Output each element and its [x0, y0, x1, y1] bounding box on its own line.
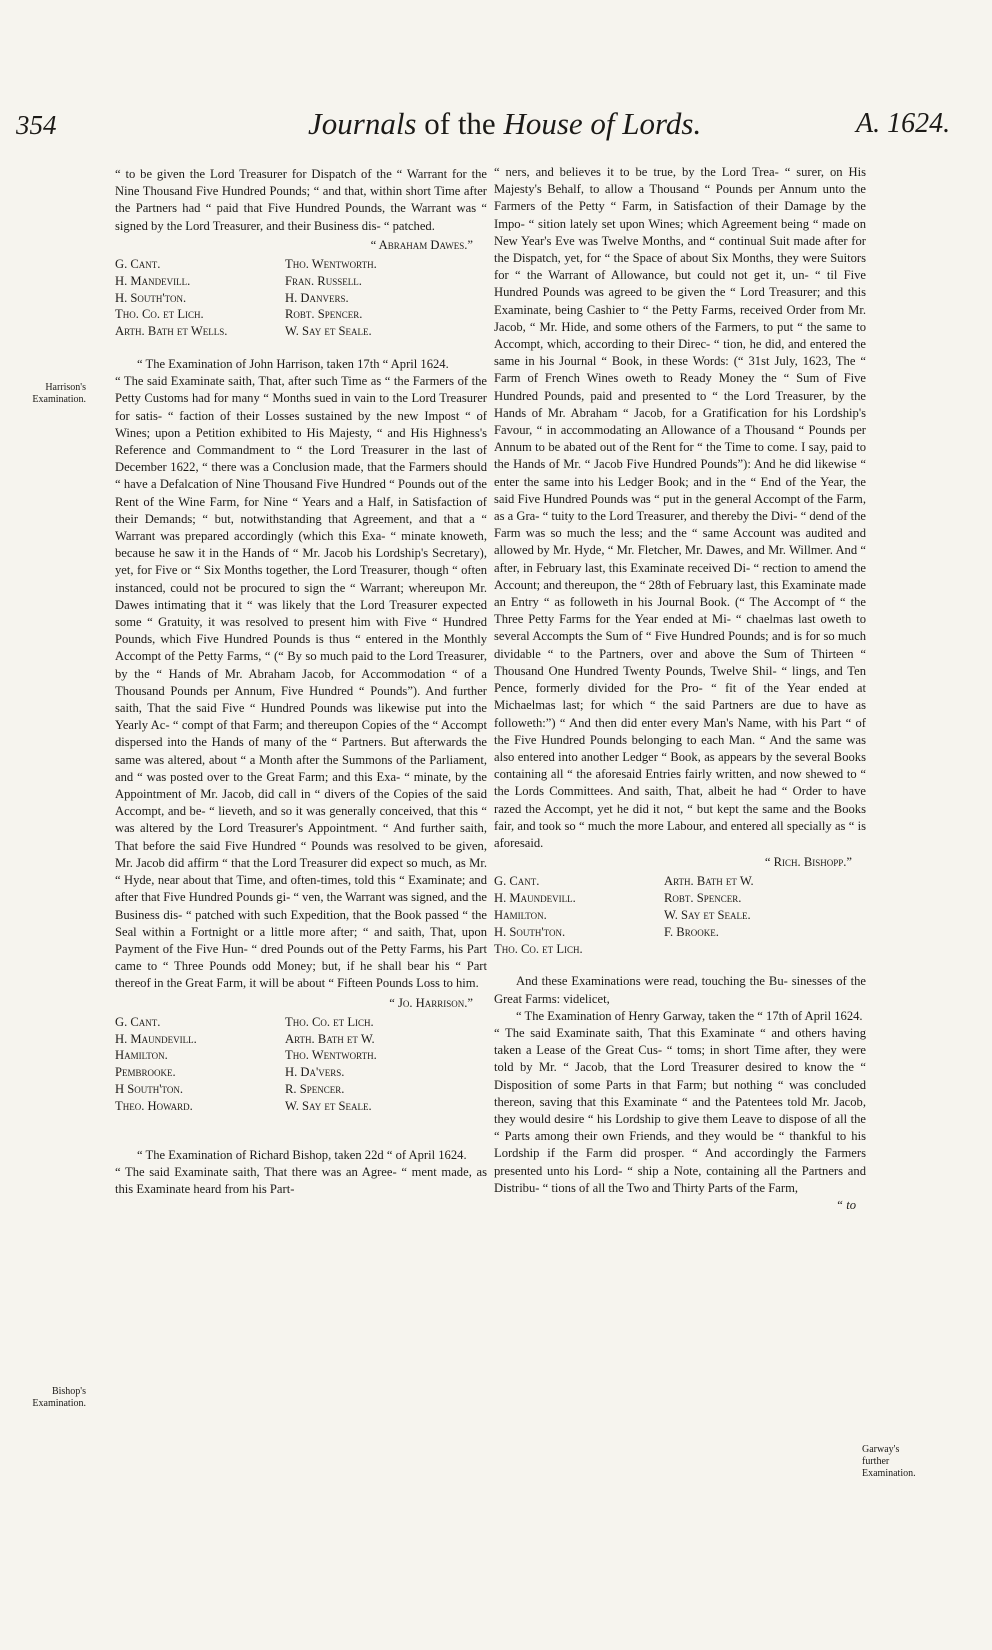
signer: W. Say et Seale. — [664, 907, 751, 922]
right-column — [494, 164, 866, 1214]
signer: H South'ton. — [115, 1081, 183, 1096]
page-number: 354 — [16, 110, 57, 140]
signer: H. Danvers. — [285, 290, 349, 305]
great-farms-intro: And these Examinations were read, touching the Bu- sinesses of the Great Farms: videlicet, — [494, 974, 866, 1006]
signers-list-2 — [115, 1014, 487, 1115]
signer: H. Mandevill. — [115, 273, 191, 288]
signature-bishopp: “ Rich. Bishopp.” — [764, 855, 852, 870]
garway-examination-title: “ The Examination of Henry Garway, taken the “ 17th of April 1624. — [516, 1008, 863, 1023]
title-suffix: House of Lords. — [503, 106, 702, 141]
signer: F. Brooke. — [664, 924, 719, 939]
signers-list-1 — [115, 256, 487, 340]
journal-title — [308, 106, 701, 142]
signers-list-3 — [494, 873, 866, 957]
page-header — [0, 96, 992, 156]
harrison-examination-body: “ The said Examinate saith, That, after such Time as “ the Farmers of the Petty Customs had for many “ Months sued in vain to the Lord Treasurer for satis- “ faction of their Losses sustained by the new Impost “ of Wines; upon a Petition exhibited to His Majesty, “ and His Highness's Reference and Commandment to “ the Lord Treasurer in the last of December 1622, “ there was a Conclusion made, that the Farmers should “ have a Defalcation of Nine Thousand Five Hundred “ Pounds out of the Rent of the Wine Farm, for Nine “ Years and a Half, in Satisfaction of their Demands; “ but, notwithstanding that Agreement, and that a “ Warrant was prepared accordingly (which this Exa- “ minate knoweth, because he saw it in the Hands of “ Mr. Jacob his Lordship's Secretary), yet, for Five or “ Six Months together, the Lord Treasurer, though “ often instanced, could not be procured to sign the “ Warrant; whereupon Mr. Dawes intimating that it “ was likely that the Lord Treasurer expected some “ Gratuity, it was resolved to present him with Five “ Hundred Pounds, which Five Hundred Pounds is thus “ entered in the Monthly Accompt of the Petty Farms, “ (“ By so much paid to the Lord Treasurer, by the “ Hands of Mr. Abraham Jacob, for Accommodation “ of a Thousand Pounds per Annum, Five Hundred “ Pounds”). And further saith, That the said Five “ Hundred Pounds was likewise put into the Yearly Ac- “ compt of that Farm; and thereupon Copies of the “ Accompt dispersed into the Hands of many of the “ Partners. But afterwards the same was altered, about “ a Month after the Summons of the Parliament, and “ was posted over to the Great Farm; and this Exa- “ minate, by the Appointment of Mr. Jacob, did call in “ divers of the Copies of the said Accompt, and be- “ lieveth, and so it was generally conceived, that this “ was altered by the Lord Treasurer's Appointment. “ And further saith, That before the said Five Hundred “ Pounds was resolved to be given, Mr. Jacob did affirm “ that the Lord Treasurer did expect so much, as Mr. “ Hyde, near about that Time, and often-times, told this “ Examinate; and after that Five Hundred Pounds gi- “ ven, the Warrant was signed, and the Business dis- “ patched with such Expedition, that the Book passed “ the Seal within a Fortnight or a little more after; “ and saith, That, upon Payment of the Five Hun- “ dred Pounds out of the Petty Farms, his Part came to “ Three Pounds odd Money; but, if he shall bear his “ Part thereof in the Great Farm, it will be about “ Fifteen Pounds Loss to him. — [115, 374, 487, 991]
bishop-examination-continued: “ ners, and believes it to be true, by the Lord Trea- “ surer, on His Majesty's Behalf, to allow a Thousand “ Pounds per Annum unto the Farmers of the Petty “ Farm, in Satisfaction of their Damage by the Impo- “ sition lately set upon Wines; which Agreement being “ made on New Year's Eve was Twelve Months, and “ continual Suit made after for the Dispatch, yet, for “ the Space of about Six Months, they were Suitors for “ the Warrant of Allowance, but could not get it, un- “ til Five Hundred Pounds was agreed to be given the “ Lord Treasurer; and this Examinate, being Cashier to “ the Petty Farms, received Order from Mr. Jacob, “ Mr. Hide, and some others of the Farmers, to put “ the same to Accompt, which, according to their Direc- “ tion, he did, and entered the same in his Journal “ Book, in these Words: (“ 31st July, 1623, The “ Farm of French Wines oweth to Ready Money the “ Sum of Five Hundred Pounds, paid and presented to “ the Lord Treasurer, by the Hands of Mr. Abraham “ Jacob, for a Gratification for his Lordship's Favour, “ in accommodating an Allowance of a Thousand “ Pounds per Annum to be abated out of the Rent for “ the Time to come. I say, paid to the Hands of Mr. “ Jacob Five Hundred Pounds”): And he did likewise “ enter the same into his Ledger Book; and in the “ End of the Year, the said Five Hundred Pounds was “ put in the general Accompt of the Farm, as a Gra- “ tuity to the Lord Treasurer, and thereby the Divi- “ dend of the Farm was so much the less; and the “ same Account was audited and allowed by Mr. Hyde, “ Mr. Fletcher, Mr. Dawes, and Mr. Willmer. And “ after, in February last, this Examinate received Di- “ rection to amend the Account; and thereupon, the “ 28th of February last, this Examinate made an Entry “ as followeth in his Journal Book. (“ The Accompt of “ the Three Petty Farms for the Year ended at Mi- “ chaelmas last oweth to several Accompts the Sum of “ Five Hundred Pounds; and is for so much dividable “ to the Partners, over and above the Sum of Thirteen “ Thousand One Hundred Twenty Pounds, Twelve Shil- “ lings, and Ten Pence, formerly divided for the Pro- “ fit of the Year ended at Michaelmas last; for which “ the said Partners are due to have as followeth:”) “ And then did enter every Man's Name, with his Part “ of the Five Hundred Pounds belonging to each Man. “ And the same was also entered into another Ledger “ Book, as appears by the several Books containing all “ the aforesaid Entries fairly written, and now shewed to “ the Lords Committees. And saith, That, albeit he had “ Order to have razed the Accompt, yet he did it not, “ but kept the same and the Books fair, and took so “ much the more Labour, and entered all specially as “ is aforesaid. — [494, 165, 866, 850]
signer: Tho. Wentworth. — [285, 1048, 377, 1063]
signer: Pembrooke. — [115, 1065, 176, 1080]
signer: G. Cant. — [494, 874, 540, 889]
signer: Robt. Spencer. — [285, 307, 363, 322]
signer: G. Cant. — [115, 1014, 161, 1029]
signer: Tho. Wentworth. — [285, 257, 377, 272]
bishop-examination-body: “ The said Examinate saith, That there was an Agree- “ ment made, as this Examinate heard from his Part- — [115, 1164, 487, 1196]
bishop-examination-title: “ The Examination of Richard Bishop, taken 22d “ of April 1624. — [137, 1147, 467, 1162]
margin-note-garway: Garway's further Examination. — [862, 1444, 916, 1479]
left-column — [115, 166, 487, 1198]
signer: Robt. Spencer. — [664, 891, 742, 906]
signer: Fran. Russell. — [285, 273, 362, 288]
signer: G. Cant. — [115, 257, 161, 272]
signer: H. Maundevill. — [494, 891, 576, 906]
signer: Theo. Howard. — [115, 1098, 193, 1113]
title-of: of the — [424, 106, 496, 141]
signer: Hamilton. — [494, 907, 547, 922]
signer: Tho. Co. et Lich. — [494, 941, 583, 956]
signer: Tho. Co. et Lich. — [285, 1014, 374, 1029]
signer: R. Spencer. — [285, 1081, 345, 1096]
catchword: “ to — [836, 1197, 856, 1212]
signature-dawes: “ Abraham Dawes.” — [370, 237, 473, 252]
garway-examination-body: “ The said Examinate saith, That this Examinate “ and others having taken a Lease of the Great Cus- “ toms; in short Time after, they were told by Mr. “ Jacob, that the Lord Treasurer desired to know the “ Disposition of some Parts in that Farm; but nothing “ was concluded thereon, saving that this Examinate “ and the Patentees told Mr. Jacob, they would desire “ his Lordship to give them Leave to dispose of all the “ Parts among their own Friends, and they would be “ thankful to his Lordship if the Farm did prosper. “ And accordingly the Farmers presented unto his Lord- “ ship a Note, containing all the Partners and Distribu- “ tions of all the Two and Thirty Parts of the Farm, — [494, 1025, 866, 1195]
margin-note-bishop: Bishop's Examination. — [32, 1386, 86, 1409]
signer: Arth. Bath et W. — [285, 1031, 375, 1046]
signer: Arth. Bath et W. — [664, 874, 754, 889]
signer: W. Say et Seale. — [285, 324, 372, 339]
signer: Tho. Co. et Lich. — [115, 307, 204, 322]
signer: H. South'ton. — [115, 290, 187, 305]
margin-note-harrison: Harrison's Examination. — [32, 382, 86, 405]
page-year: A. 1624. — [856, 108, 951, 139]
signature-harrison: “ Jo. Harrison.” — [389, 995, 473, 1010]
signer: H. South'ton. — [494, 924, 566, 939]
dawes-conclusion: “ to be given the Lord Treasurer for Dispatch of the “ Warrant for the Nine Thousand Five Hundred Pounds; “ and that, within short Time after the Partners had “ paid that Five Hundred Pounds, the Warrant was “ signed by the Lord Treasurer, and their Business dis- “ patched. — [115, 167, 487, 233]
signer: H. Da'vers. — [285, 1065, 345, 1080]
signer: W. Say et Seale. — [285, 1098, 372, 1113]
signer: Hamilton. — [115, 1048, 168, 1063]
signer: Arth. Bath et Wells. — [115, 324, 228, 339]
signer: H. Maundevill. — [115, 1031, 197, 1046]
title-prefix: Journals — [308, 106, 417, 141]
harrison-examination-title: “ The Examination of John Harrison, taken 17th “ April 1624. — [137, 357, 449, 371]
